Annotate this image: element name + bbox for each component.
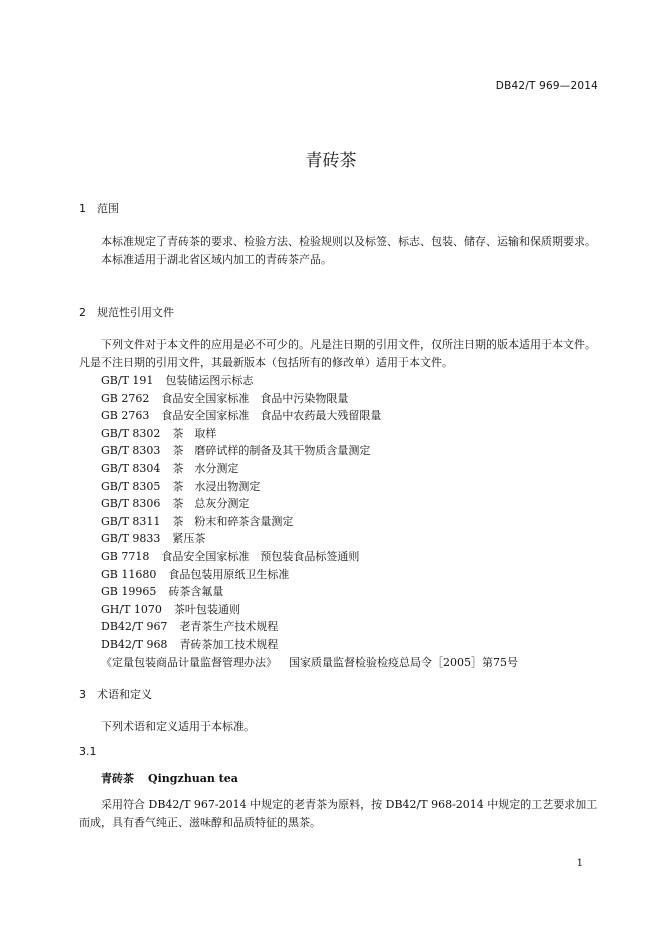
- reference-title: 食品安全国家标准 食品中农药最大残留限量: [161, 409, 382, 423]
- reference-code: GB/T 191: [101, 374, 154, 387]
- section-3-heading: [79, 686, 152, 702]
- reference-title: 茶叶包装通则: [173, 602, 240, 616]
- reference-code: DB42/T 968: [101, 637, 168, 651]
- reference-item: [101, 478, 518, 496]
- section-1-heading: [79, 200, 119, 216]
- paragraph: 下列术语和定义适用于本标准。: [101, 720, 255, 733]
- section-2-heading: [79, 304, 174, 320]
- reference-title: 食品安全国家标准 预包装食品标签通则: [161, 549, 360, 563]
- reference-title: 茶 取样: [172, 426, 217, 440]
- reference-item: [101, 425, 518, 443]
- reference-code: GB/T 9833: [101, 532, 161, 546]
- reference-item: [101, 460, 518, 478]
- term-definition: [79, 796, 599, 832]
- paragraph: 本标准规定了青砖茶的要求、检验方法、检验规则以及标签、标志、包装、储存、运输和保质期要求。: [101, 235, 596, 248]
- reference-title: 茶 磨碎试样的制备及其干物质含量测定: [172, 444, 371, 458]
- reference-code: 《定量包装商品计量监督管理办法》: [101, 655, 277, 669]
- section-title: 规范性引用文件: [97, 306, 174, 319]
- term-entry: [101, 770, 238, 786]
- section-number: 3: [79, 688, 86, 701]
- reference-code: GB/T 8305: [101, 479, 161, 493]
- reference-title: 食品包装用原纸卫生标准: [168, 567, 290, 581]
- reference-item: [101, 601, 518, 619]
- reference-item: [101, 618, 518, 636]
- term-english: Qingzhuan tea: [148, 772, 238, 785]
- reference-title: 老青茶生产技术规程: [179, 620, 279, 634]
- reference-title: 茶 总灰分测定: [172, 497, 250, 511]
- reference-list: [101, 372, 518, 671]
- reference-code: GB/T 8302: [101, 426, 161, 440]
- reference-code: GB/T 8303: [101, 444, 161, 458]
- reference-item: [101, 513, 518, 531]
- section-1-body: [79, 233, 599, 269]
- term-chinese: 青砖茶: [101, 772, 134, 785]
- reference-item: [101, 390, 518, 408]
- reference-code: GB 2763: [101, 409, 150, 423]
- reference-title: 国家质量监督检验检疫总局令［2005］第75号: [289, 655, 518, 669]
- reference-code: GB/T 8311: [101, 514, 161, 528]
- reference-item: [101, 407, 518, 425]
- paragraph: 下列文件对于本文件的应用是必不可少的。凡是注日期的引用文件，仅所注日期的版本适用于本文件。凡是不注日期的引用文件，其最新版本（包括所有的修改单）适用于本文件。: [79, 338, 596, 369]
- section-title: 术语和定义: [97, 688, 152, 701]
- paragraph: 采用符合 DB42/T 967-2014 中规定的老青茶为原料，按 DB42/T 968-2014 中规定的工艺要求加工而成，具有香气纯正、滋味醇和品质特征的黑茶。: [79, 798, 598, 829]
- page-number: 1: [576, 858, 583, 869]
- reference-item: [101, 372, 518, 390]
- reference-title: 茶 水分测定: [172, 461, 239, 475]
- reference-item: [101, 566, 518, 584]
- reference-item: [101, 495, 518, 513]
- reference-title: 紧压茶: [172, 532, 206, 546]
- section-number: 1: [79, 202, 86, 215]
- reference-item: [101, 442, 518, 460]
- reference-code: GB 7718: [101, 549, 150, 563]
- reference-title: 砖茶含氟量: [168, 585, 224, 599]
- document-title: 青砖茶: [305, 151, 357, 171]
- reference-item: [101, 654, 518, 672]
- reference-code: GB/T 8306: [101, 497, 161, 511]
- reference-title: 食品安全国家标准 食品中污染物限量: [161, 391, 349, 405]
- reference-item: [101, 548, 518, 566]
- reference-code: DB42/T 967: [101, 620, 168, 634]
- reference-title: 青砖茶加工技术规程: [179, 637, 279, 651]
- section-2-intro: [79, 336, 599, 372]
- section-title: 范围: [97, 202, 119, 215]
- reference-code: GB 11680: [101, 567, 157, 581]
- document-code: DB42/T 969—2014: [495, 80, 598, 92]
- subsection-3-1-number: 3.1: [79, 745, 97, 758]
- reference-code: GB/T 8304: [101, 461, 161, 475]
- reference-code: GB 2762: [101, 391, 150, 405]
- reference-item: [101, 530, 518, 548]
- reference-code: GH/T 1070: [101, 602, 162, 616]
- section-3-intro: [79, 718, 599, 736]
- reference-item: [101, 583, 518, 601]
- reference-title: 茶 粉末和碎茶含量测定: [172, 514, 294, 528]
- reference-item: [101, 636, 518, 654]
- section-number: 2: [79, 306, 86, 319]
- reference-code: GB 19965: [101, 585, 157, 599]
- paragraph: 本标准适用于湖北省区域内加工的青砖茶产品。: [101, 253, 332, 266]
- reference-title: 茶 水浸出物测定: [172, 479, 261, 493]
- reference-title: 包装储运图示标志: [165, 374, 254, 387]
